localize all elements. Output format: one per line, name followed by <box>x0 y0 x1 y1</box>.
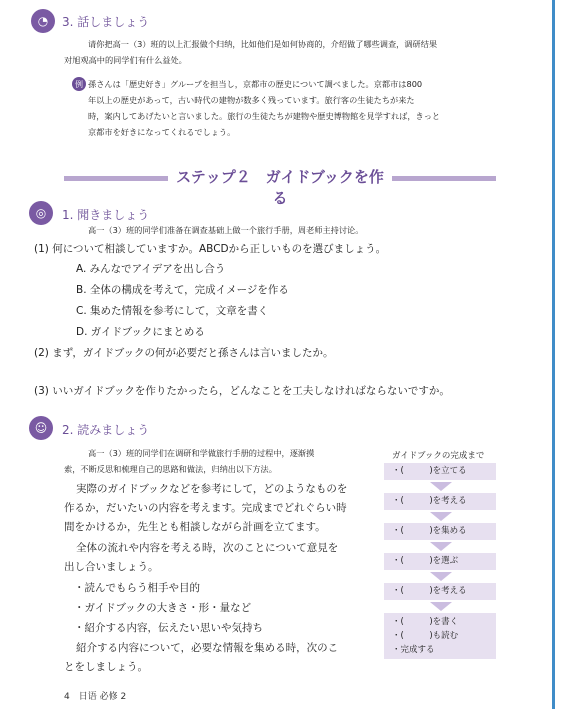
guide-arrow-1 <box>430 482 452 491</box>
guide-title: ガイドブックの完成まで <box>392 451 485 461</box>
guide-final-box <box>384 613 496 659</box>
talk-intro-line-2: 对旭观高中的同学们有什么益处。 <box>64 55 187 65</box>
read-line-7: とをしましょう。 <box>64 661 148 673</box>
guide-step-3: ・( )を集める <box>384 523 496 540</box>
reading-icon: ☺ <box>29 416 53 440</box>
guide-step-1: ・( )を立てる <box>384 463 496 480</box>
step-bar-left <box>64 176 168 181</box>
step-bar-right <box>392 176 496 181</box>
read-intro-line-2: 索，不断反思和梳理自己的思路和做法，归纳出以下方法。 <box>64 464 277 474</box>
read-line-3: 間をかけるか，先生とも相談しながら計画を立てます。 <box>64 521 326 533</box>
guide-step-2: ・( )を考える <box>384 493 496 510</box>
speech-icon: ◔ <box>31 9 55 33</box>
read-line-1: 実際のガイドブックなどを参考にして，どのようなものを <box>76 483 348 495</box>
example-line-4: 京都市を好きになってくれるでしょう。 <box>88 127 236 137</box>
read-bullet-3: ・紹介する内容，伝えたい思いや気持ち <box>74 622 263 634</box>
read-intro-line-1: 高一（3）班的同学们在调研和学做旅行手册的过程中，逐渐摸 <box>88 448 315 458</box>
example-line-3: 時，案内してあげたいと言いました。旅行の生徒たちが建物や歴史博物館を見学すれば，きっと <box>88 111 441 121</box>
guide-step-5: ・( )を考える <box>384 583 496 600</box>
example-badge: 例 <box>72 77 86 91</box>
read-line-2: 作るか，だいたいの内容を考えます。完成までどれぐらい時 <box>64 502 347 514</box>
guide-step-4: ・( )を選ぶ <box>384 553 496 570</box>
section-title-talk: 3. 話しましょう <box>62 15 150 29</box>
read-line-6: 紹介する内容について，必要な情報を集める時，次のこ <box>76 642 339 654</box>
step-title: ステップ２ ガイドブックを作る <box>176 168 384 207</box>
example-line-1: 孫さんは「歴史好き」グループを担当し，京都市の歴史について調べました。京都市は800 <box>88 79 423 89</box>
read-line-5: 出し合いましょう。 <box>64 561 159 573</box>
page-footer: 4 日语 必修 2 <box>64 692 127 702</box>
guide-arrow-2 <box>430 512 452 521</box>
read-line-4: 全体の流れや内容を考える時，次のことについて意見を <box>76 542 339 554</box>
guide-final-line-1: ・( )を書く <box>392 617 459 627</box>
option-d: D. ガイドブックにまとめる <box>76 326 205 338</box>
read-bullet-1: ・読んでもらう相手や目的 <box>74 582 200 594</box>
page-edge <box>555 0 564 709</box>
section-title-read: 2. 読みましょう <box>62 423 150 437</box>
option-a: A. みんなでアイデアを出し合う <box>76 263 226 275</box>
step-header <box>64 166 496 207</box>
guide-arrow-5 <box>430 602 452 611</box>
guide-final-line-2: ・( )も読む <box>392 631 459 641</box>
section-title-listen: 1. 聞きましょう <box>62 208 150 222</box>
guide-final-line-3: ・完成する <box>392 645 435 655</box>
question-3: (3) いいガイドブックを作りたかったら，どんなことを工夫しなければならないですか。 <box>34 385 450 397</box>
talk-intro-line-1: 请你把高一（3）班的以上汇报做个归纳，比如他们是如何协商的，介绍做了哪些调查，调研结果 <box>88 39 438 49</box>
question-2: (2) まず，ガイドブックの何が必要だと孫さんは言いましたか。 <box>34 347 334 359</box>
read-bullet-2: ・ガイドブックの大きさ・形・量など <box>74 602 252 614</box>
listening-icon: ◎ <box>29 201 53 225</box>
listen-intro: 高一（3）班的同学们准备在调查基础上做一个旅行手册，周老师主持讨论。 <box>88 225 364 235</box>
question-1: (1) 何について相談していますか。ABCDから正しいものを選びましょう。 <box>34 243 387 255</box>
option-b: B. 全体の構成を考えて，完成イメージを作る <box>76 284 289 296</box>
guide-arrow-3 <box>430 542 452 551</box>
guide-arrow-4 <box>430 572 452 581</box>
example-line-2: 年以上の歴史があって，古い時代の建物が数多く残っています。旅行客の生徒たちが来た <box>88 95 415 105</box>
option-c: C. 集めた情報を参考にして，文章を書く <box>76 305 269 317</box>
